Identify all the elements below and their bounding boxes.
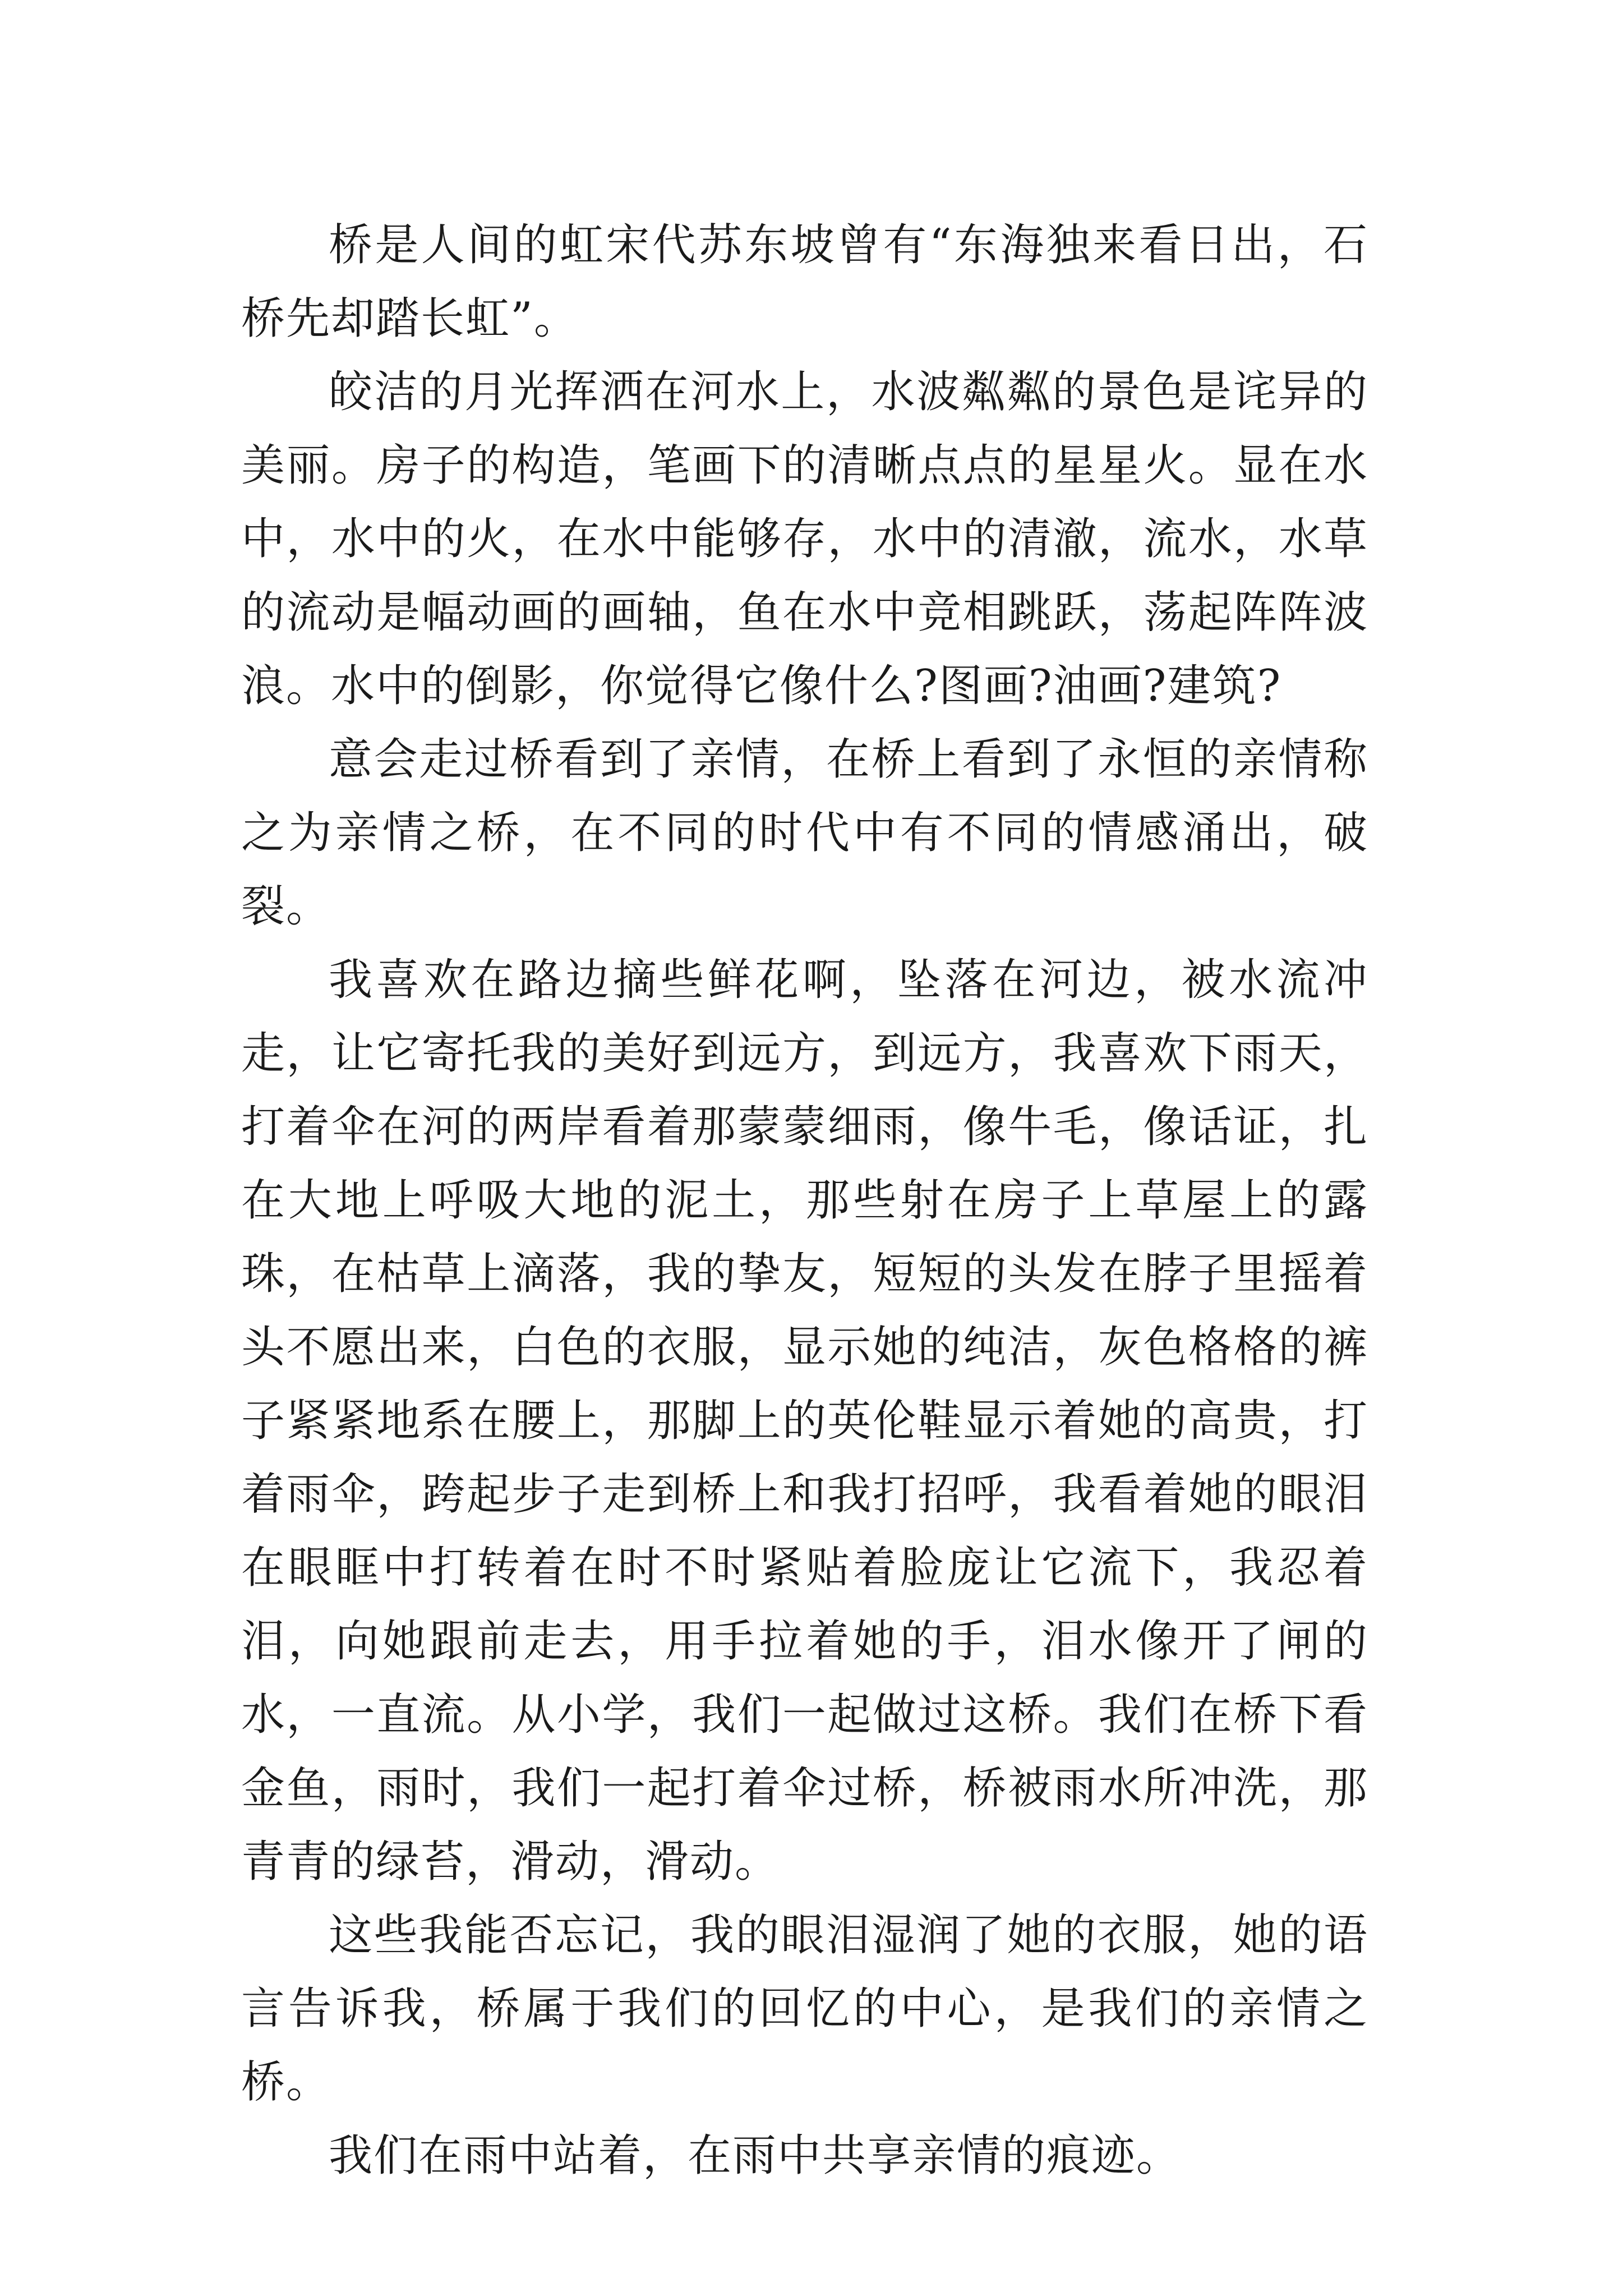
paragraph: 意会走过桥看到了亲情，在桥上看到了永恒的亲情称之为亲情之桥，在不同的时代中有不同的情感涌出，破裂。: [241, 734, 1368, 932]
document-body: [241, 209, 1368, 2193]
paragraph: 皎洁的月光挥洒在河水上，水波粼粼的景色是诧异的美丽。房子的构造，笔画下的清晰点点的星星火。显在水中，水中的火，在水中能够存，水中的清澈，流水，水草的流动是幅动画的画轴，鱼在水中竞相跳跃，荡起阵阵波浪。水中的倒影，你觉得它像什么?图画?油画?建筑?: [241, 367, 1368, 711]
paragraph: 桥是人间的虹宋代苏东坡曾有“东海独来看日出，石桥先却踏长虹”。: [241, 220, 1368, 344]
paragraph: 这些我能否忘记，我的眼泪湿润了她的衣服，她的语言告诉我，桥属于我们的回忆的中心，是我们的亲情之桥。: [241, 1910, 1368, 2108]
paragraph: 我喜欢在路边摘些鲜花啊，坠落在河边，被水流冲走，让它寄托我的美好到远方，到远方，我喜欢下雨天，打着伞在河的两岸看着那蒙蒙细雨，像牛毛，像话证，扎在大地上呼吸大地的泥土，那些射在房子上草屋上的露珠，在枯草上滴落，我的挚友，短短的头发在脖子里摇着头不愿出来，白色的衣服，显示她的纯洁，灰色格格的裤子紧紧地系在腰上，那脚上的英伦鞋显示着她的高贵，打着雨伞，跨起步子走到桥上和我打招呼，我看着她的眼泪在眼眶中打转着在时不时紧贴着脸庞让它流下，我忍着泪，向她跟前走去，用手拉着她的手，泪水像开了闸的水，一直流。从小学，我们一起做过这桥。我们在桥下看金鱼，雨时，我们一起打着伞过桥，桥被雨水所冲洗，那青青的绿苔，滑动，滑动。: [241, 955, 1368, 1887]
paragraph: 我们在雨中站着，在雨中共享亲情的痕迹。: [329, 2131, 1182, 2181]
